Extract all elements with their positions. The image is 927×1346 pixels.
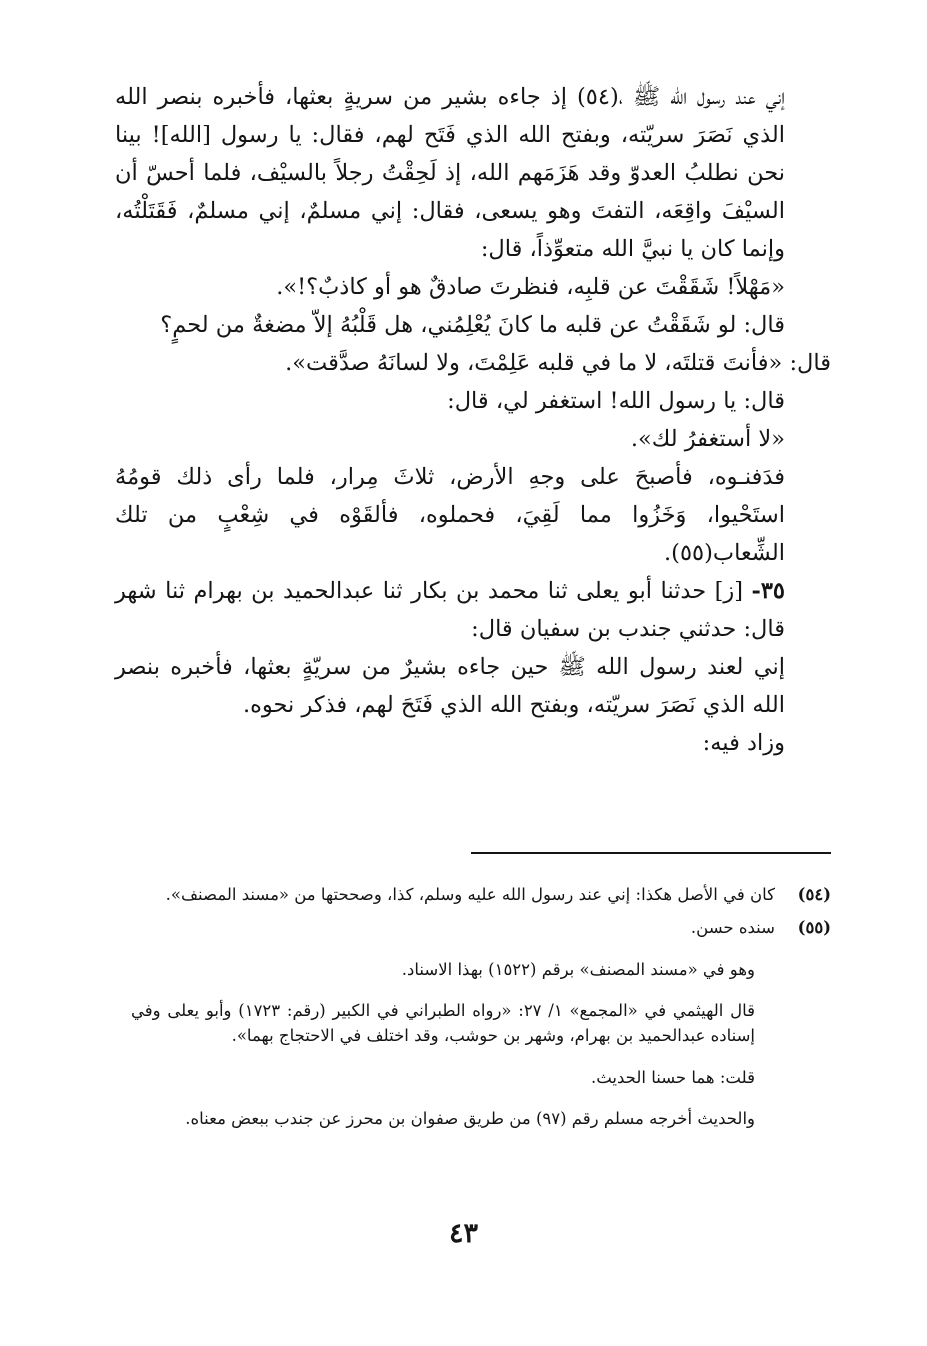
footnote-line: والحديث أخرجه مسلم رقم (٩٧) من طريق صفوان بن محرز عن جندب ببعض معناه. (185, 1109, 755, 1128)
paragraph-second-narration: إني لعند رسول الله ﷺ حين جاءه بشيرٌ من سريّةٍ بعثها، فأخبره بنصر الله الذي نَصَرَ سريّته، وبفتح الله الذي فَتَحَ لهم، فذكر نحوه. (115, 654, 785, 718)
footnote-body (131, 915, 775, 940)
paragraph-companion-answer: قال: لو شَقَقْتُ عن قلبه ما كانَ يُعْلِمُني، هل قَلْبُهُ إلاّ مضغةٌ من لحمٍ؟ (160, 312, 785, 338)
hadith-35-chain-text: [ز] حدثنا أبو يعلى ثنا محمد بن بكار ثنا عبدالحميد بن بهرام ثنا شهر قال: حدثني جندب بن سفيان قال: (115, 578, 785, 642)
hadith-35-chain (115, 572, 831, 648)
paragraph-forgiveness-request: قال: يا رسول الله! استغفر لي، قال: (447, 388, 785, 414)
footnote-body (131, 882, 775, 907)
footnote-54 (131, 882, 831, 907)
page-number: ٤٣ (448, 1218, 478, 1249)
footnote-line: وهو في «مسند المصنف» برقم (١٥٢٢) بهذا الاسناد. (401, 959, 755, 979)
paragraph-refusal: «لا أستغفرُ لك». (630, 426, 785, 452)
footnote-number: (٥٤) (797, 885, 831, 904)
footnote-number: (٥٥) (797, 918, 831, 937)
paragraph-burial: فدَفنـوه، فأصبحَ على وجهِ الأرض، ثلاثَ مِرار، فلما رأى ذلك قومُهُ استَحْيوا، وَخَزُوا مما لَقِيَ، فحملوه، فألقَوْه في شِعْبٍ من تلك الشِّعاب(٥٥). (115, 464, 785, 566)
footnote-line: قال الهيثمي في «المجمع» ١/ ٢٧: «رواه الطبراني في الكبير (رقم: ١٧٢٣) وأبو يعلى وفي إسناده عبدالحميد بن بهرام، وشهر بن حوشب، وقد اختلف في الاحتجاج بهما». (131, 1001, 755, 1045)
main-text (115, 78, 831, 762)
hadith-number: ٣٥- (751, 578, 785, 604)
footnote-line: سنده حسن. (690, 918, 775, 937)
footnote-divider (471, 852, 831, 854)
footnote-55-details (131, 957, 831, 1132)
footnote-line: قلت: هما حسنا الحديث. (590, 1067, 755, 1087)
footnote-text: كان في الأصل هكذا: إني عند رسول الله عليه وسلم، كذا، وصححتها من «مسند المصنف». (165, 885, 775, 904)
footnote-55 (131, 915, 831, 940)
footnotes (131, 882, 831, 1148)
paragraph-hadith-opening: إني عند رسول الله ﷺ ،(٥٤) إذ جاءه بشير من سريةٍ بعثها، فأخبره بنصر الله الذي نَصَرَ سريّته، وبفتح الله الذي فَتَح لهم، فقال: يا رسول [الله]! بينا نحن نطلبُ العدوّ وقد هَزَمَهم الله، إذ لَحِقْتُ رجلاً بالسيْف، فلما أحسّ أن السيْفَ واقِعَه، التفتَ وهو يسعى، فقال: إني مسلمٌ، إني مسلمٌ، فَقَتَلْتُه، وإنما كان يا نبيَّ الله متعوِّذاً، قال: (115, 84, 785, 262)
paragraph-prophet-reply: «مَهْلاً! شَقَقْتَ عن قلبِه، فنظرتَ صادقٌ هو أو كاذبٌ؟!». (276, 274, 785, 300)
paragraph-addition: وزاد فيه: (702, 730, 785, 756)
paragraph-prophet-rebuke: قال: «فأنتَ قتلتَه، لا ما في قلبه عَلِمْتَ، ولا لسانَهُ صدَّقت». (285, 350, 831, 376)
